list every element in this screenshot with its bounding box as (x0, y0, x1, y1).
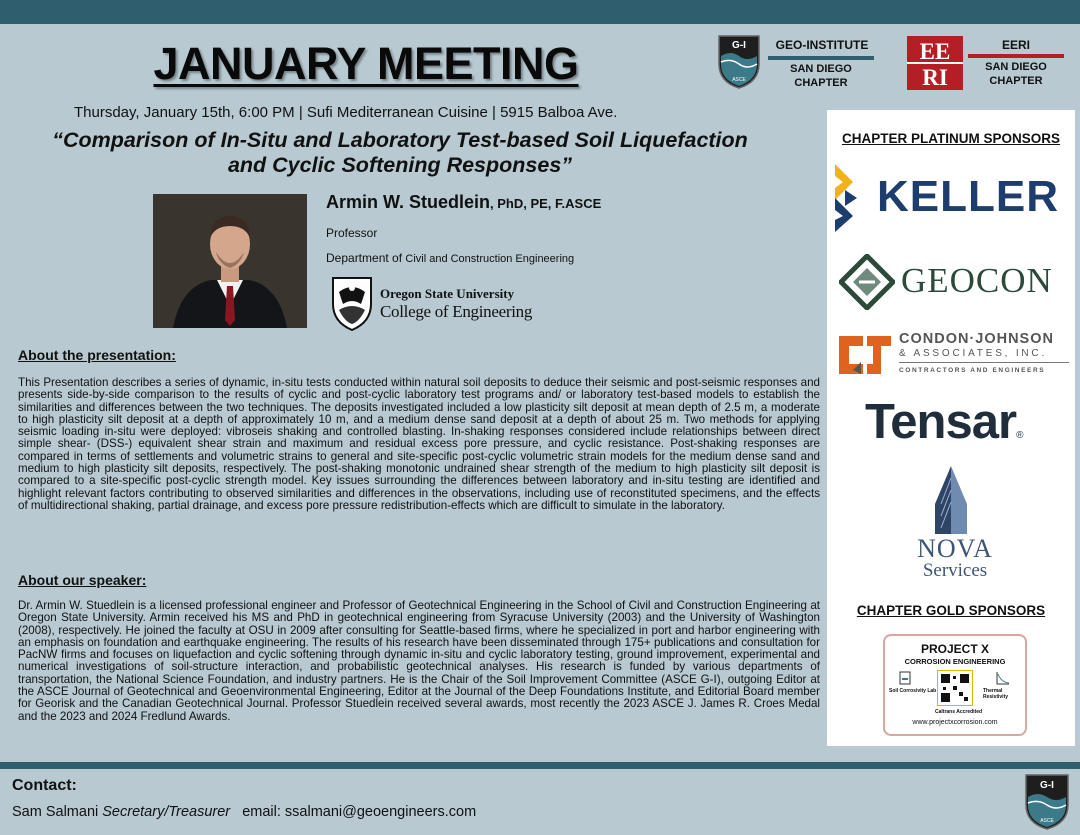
eeri-name: EERI (1001, 38, 1030, 52)
gi-badge-text: G-I (732, 40, 746, 51)
project-x-subtitle: CORROSION ENGINEERING (904, 657, 1006, 666)
geo-institute-footer-logo (1024, 773, 1070, 831)
condon-johnson-associates: & ASSOCIATES, INC. (899, 348, 1048, 359)
geo-institute-chapter (768, 62, 874, 90)
gi-footer-badge-sub: ASCE (1040, 818, 1054, 824)
project-x-logo (883, 634, 1027, 736)
event-details: Thursday, January 15th, 6:00 PM | Sufi Mediterranean Cuisine | 5915 Balboa Ave. (74, 104, 618, 121)
contact-details (12, 804, 476, 820)
keller-logo (827, 162, 1075, 234)
nova-building-icon (927, 464, 975, 534)
project-x-thermal: Thermal Resistivity (983, 688, 1009, 700)
gi-footer-badge-text: G-I (1040, 780, 1054, 791)
eeri-divider (968, 54, 1064, 58)
page-title: JANUARY MEETING (153, 38, 579, 89)
speaker-credentials: , PhD, PE, F.ASCE (490, 196, 602, 211)
geocon-wordmark: GEOCON (901, 261, 1053, 300)
eeri-badge-bottom: RI (922, 65, 948, 90)
tensar-wordmark (865, 394, 1022, 450)
project-x-title: PROJECT X (920, 642, 989, 656)
speaker-dept-name: Civil and Construction Engineering (405, 253, 575, 265)
osu-seal-icon (329, 274, 375, 332)
keller-mark-icon (827, 162, 871, 234)
eeri-logo (907, 36, 963, 90)
speaker-bio-heading: About our speaker: (18, 572, 147, 588)
eeri-chapter (968, 60, 1064, 88)
condon-johnson-mark-icon (835, 332, 895, 378)
eeri-badge-top: EE (919, 39, 951, 64)
osu-college-logo (329, 274, 559, 332)
speaker-bio: Dr. Armin W. Stuedlein is a licensed professional engineer and Professor of Geotechnical Engineering in the School of Civil and Construction Engineering at Oregon State University. Armin received his MS and PhD in geotechnical engineering from Syracuse University (2003) and the University of Washington (2008), respectively. He joined the faculty at OSU in 2009 after consulting for Seattle-based firms, where he specialized in port and harbor engineering with an emphasis on foundation and earthquake engineering. The results of his research have been disseminated through 175+ publications and consultation for PacNW firms and focuses on liquefaction and cyclic softening through dynamic in-situ and cyclic laboratory testing, ground improvement, experimental and numerical investigations of soil-structure interaction, and probabilistic geotechnical analyses. His research is funded by various departments of transportation, the National Science Foundation, and industry partners. He is the Chair of the Soil Improvement Committee (ASCE G-I), outgoing Editor at the ASCE Journal of Geotechnical and Geoenvironmental Engineering, Editor at the Journal of the Deep Foundations Institute, and Editorial Board member for Georisk and the Canadian Geotechnical Journal. Professor Stuedlein received several awards, most recently the 2023 ASCE J. James R. Croes Medal and the 2023 and 2024 Fredlund Awards. (18, 599, 820, 723)
eeri-chapter-line1: SAN DIEGO (985, 61, 1047, 73)
contact-name: Sam Salmani (12, 804, 99, 820)
sponsor-panel (827, 110, 1075, 746)
keller-wordmark: KELLER (877, 172, 1059, 221)
contact-heading: Contact: (12, 777, 77, 794)
nova-wordmark: NOVA (917, 534, 993, 563)
speaker-name-text: Armin W. Stuedlein (326, 192, 491, 212)
contact-email: email: ssalmani@geoengineers.com (242, 804, 477, 820)
project-x-lab: Soil Corrosivity Lab (889, 688, 937, 694)
osu-university-name: Oregon State University (380, 286, 515, 301)
tensar-registered-mark: ® (1016, 430, 1023, 441)
talk-title-line1: “Comparison of In-Situ and Laboratory Test-based Soil Liquefaction (52, 128, 748, 152)
eeri-chapter-line2: CHAPTER (989, 75, 1043, 87)
talk-title-line2: and Cyclic Softening Responses” (227, 153, 573, 177)
condon-johnson-name: CONDON·JOHNSON (899, 331, 1054, 347)
top-band (0, 0, 1080, 24)
condon-divider (899, 362, 1069, 363)
soil-lab-icon (897, 670, 913, 686)
thermal-graph-icon (995, 670, 1011, 686)
geo-institute-divider (768, 56, 874, 60)
gold-sponsors-heading: CHAPTER GOLD SPONSORS (856, 603, 1046, 618)
nova-services: Services (922, 560, 988, 581)
presentation-abstract: This Presentation describes a series of dynamic, in-situ tests conducted within natural soil deposits to deduce their seismic and post-seismic responses and presents side-by-side comparison to the results of cyclic and post-cyclic laboratory test programs and/ or laboratory test-based models to establish the similarities and differences between the two techniques. The deposits investigated included a low plasticity silt deposit at mean depth of 2.5 m, a moderate to high plasticity silt deposit at a depth of approximately 10 m, and a medium dense sand deposit at a depth of about 25 m. Two methods for applying seismic loading in-situ were deployed: vibroseis shaking and controlled blasting. In-shaking responses considered include relationships between direct simple shear- (DSS-) equivalent shear strain and maximum and residual excess pore pressure, and cyclic resistance. Post-shaking responses are compared in terms of settlements and volumetric strains to general and site-specific post-cyclic volumetric strain models for the medium dense sand and medium to high plasticity silt deposits, respectively. The post-shaking monotonic undrained shear strength of the medium to high plasticity silt deposit is compared to a site-specific post-cyclic strength model. Key issues surrounding the differences between laboratory and in-situ testing are identified and highlight relevant factors contributing to observed similarities and differences in the observations, including use of reconstituted specimens, and the effects of multidirectional shaking, partial drainage, and excess pore pressure redistribution-effects which are difficult to simulate in the laboratory. (18, 376, 820, 512)
geo-institute-shield-logo (717, 34, 761, 90)
gi-chapter-line1: SAN DIEGO (790, 63, 852, 75)
talk-title (20, 128, 780, 178)
project-x-url: www.projectxcorrosion.com (912, 719, 998, 726)
speaker-name (326, 192, 601, 213)
speaker-dept-prefix: Department of (326, 251, 406, 265)
speaker-role: Professor (326, 226, 378, 240)
speaker-photo (153, 194, 307, 328)
project-x-accreditation: Caltrans Accredited (935, 709, 983, 715)
presentation-heading: About the presentation: (18, 347, 176, 363)
gi-chapter-line2: CHAPTER (794, 77, 848, 89)
osu-college-name: College of Engineering (380, 302, 533, 321)
bottom-band (0, 762, 1080, 769)
gi-badge-sub: ASCE (732, 77, 746, 83)
platinum-sponsors-heading: CHAPTER PLATINUM SPONSORS (841, 131, 1060, 146)
geo-institute-name: GEO-INSTITUTE (775, 38, 869, 52)
contact-title: Secretary/Treasurer (102, 804, 231, 820)
qr-code-icon (937, 670, 973, 706)
geocon-mark-icon (839, 254, 895, 310)
tensar-text: Tensar (865, 395, 1017, 449)
speaker-department (326, 251, 574, 265)
condon-johnson-tagline: CONTRACTORS AND ENGINEERS (899, 367, 1046, 374)
